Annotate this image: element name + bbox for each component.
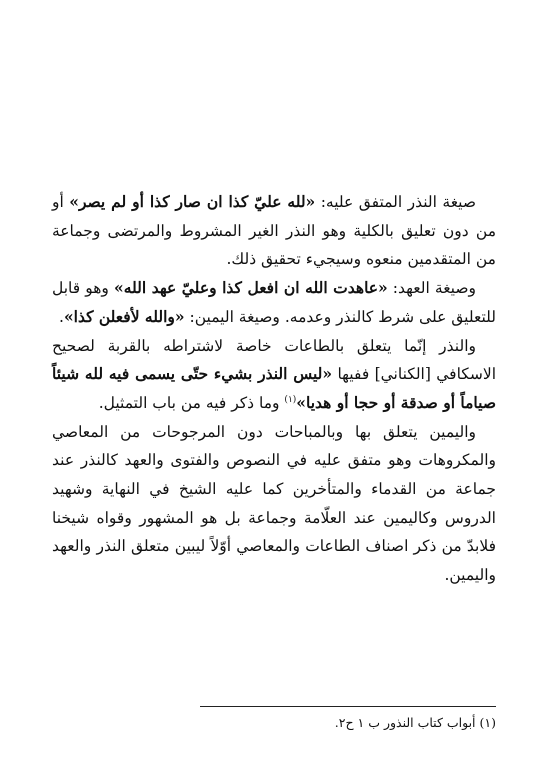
bold-quote: «والله لأفعلن كذا» [63, 306, 185, 326]
text-run: وصيغة العهد: [387, 279, 476, 298]
paragraph-yamin [52, 418, 496, 590]
main-text [52, 188, 496, 590]
text-run: وما ذكر فيه من باب التمثيل. [98, 393, 285, 412]
bold-quote: «ليس النذر بشيء حتّى يسمى فيه لله شيئاً صياماً أو صدقة أو حجا أو هديا» [52, 364, 496, 412]
footnote-divider [200, 706, 496, 707]
text-run: وهو قابل للتعليق على شرط كالنذر وعدمه. وصيغة اليمين: [52, 279, 496, 326]
bold-quote: «عاهدت الله ان افعل كذا وعليّ عهد الله» [114, 278, 388, 298]
footnote-marker[interactable]: (١) [284, 394, 297, 405]
bold-quote: «لله عليّ كذا ان صار كذا أو لم يصر» [69, 192, 316, 211]
footnote: (١) أبواب كتاب النذور ب ١ ح٢. [334, 715, 496, 730]
paragraph-nadhr-formula [52, 188, 496, 274]
text-run: والنذر إنّما يتعلق بالطاعات خاصة لاشتراطه بالقربة لصحيح الاسكافي [الكناني] ففيها [52, 336, 497, 384]
text-run: أو من دون تعليق بالكلية وهو النذر الغير المشروط والمرتضى وجماعة من المتقدمين منعوه وسيجيء تحقيق ذلك. [52, 193, 496, 269]
text-run: صيغة النذر المتفق عليه: [315, 193, 477, 211]
paragraph-nadhr-taat [52, 332, 496, 418]
text-run: . [59, 307, 64, 326]
paragraph-ahd-formula [52, 274, 496, 331]
text-run: واليمين يتعلق بها وبالمباحات دون المرجوحات من المعاصي والمكروهات وهو متفق عليه في النصوص والفتوى والعهد كالنذر عند جماعة من القدماء والمتأخرين كما عليه الشيخ في النهاية وشهيد الدروس وكاليمين عند العلّامة وجماعة بل هو المشهور وقواه شيخنا فلابدّ من ذكر اصناف الطاعات والمعاصي أوّلاً ليبين متعلق النذر والعهد واليمين. [52, 422, 496, 585]
